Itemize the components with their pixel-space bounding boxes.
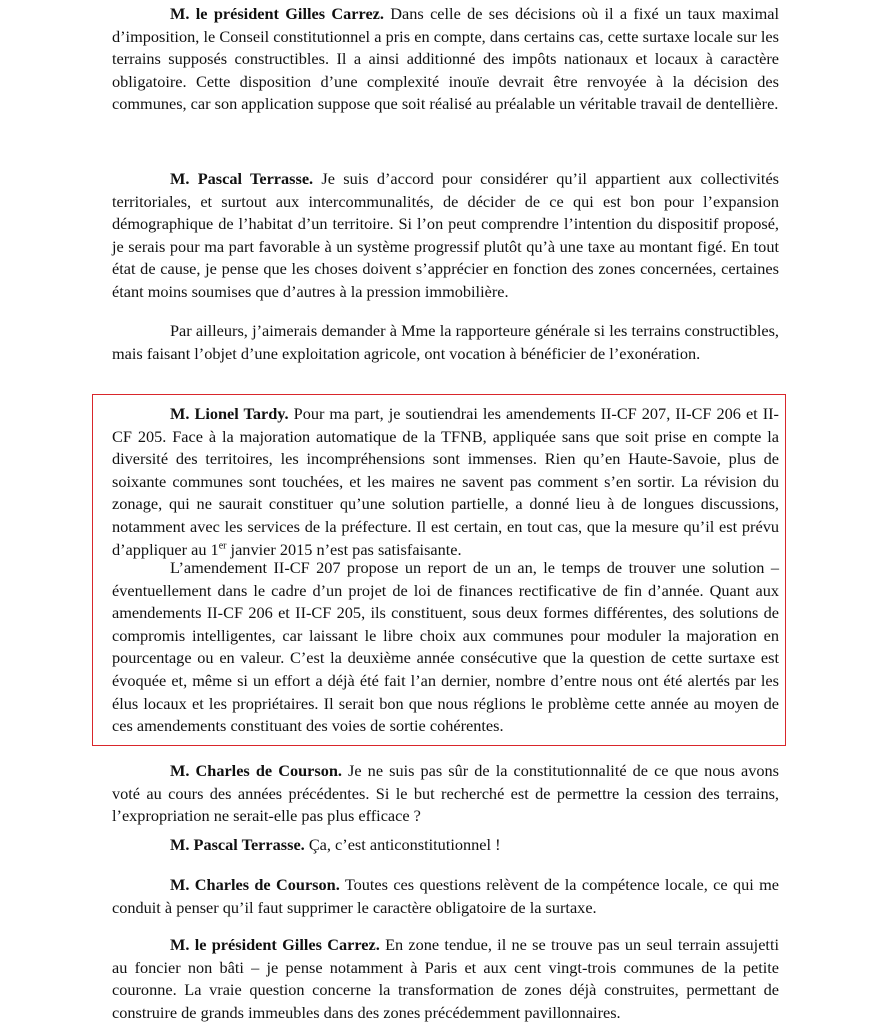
paragraph-terrasse-1 <box>112 168 779 304</box>
paragraph-text: Dans celle de ses décisions où il a fixé un taux maximal d’imposition, le Conseil constitutionnel a pris en compte, dans certains cas, cette surtaxe locale sur les terrains supposés constructibles. Il a ainsi additionné des impôts nationaux et locaux à caractère obligatoire. Cette disposition d’une complexité inouïe devrait être renvoyée à la décision des communes, car son application suppose que soit réalisé au préalable un véritable travail de dentellière. <box>112 4 779 114</box>
paragraph-carrez-1 <box>112 3 779 116</box>
speaker-name: M. Pascal Terrasse. <box>170 169 314 188</box>
speaker-name: M. Lionel Tardy. <box>170 404 289 423</box>
paragraph-text: L’amendement II-CF 207 propose un report de un an, le temps de trouver une solution – éventuellement dans le cadre d’un projet de loi de finances rectificative de fin d’année. Quant aux amendements II-CF 206 et II-CF 205, ils constituent, sous deux formes différentes, des solutions de compromis intelligentes, car laissant le libre choix aux communes pour moduler la majoration en pourcentage ou en valeur. C’est la deuxième année consécutive que la question de cette surtaxe est évoquée et, même si un effort a déjà été fait l’an dernier, nombre d’entre nous ont été alertés par les élus locaux et les propriétaires. Il serait bon que nous réglions le problème cette année au moyen de ces amendements constituant des voies de sortie cohérentes. <box>112 558 779 736</box>
paragraph-text: Par ailleurs, j’aimerais demander à Mme la rapporteure générale si les terrains constructibles, mais faisant l’objet d’une exploitation agricole, ont vocation à bénéficier de l’exonération. <box>112 321 779 363</box>
paragraph-text-after: janvier 2015 n’est pas satisfaisante. <box>226 539 462 559</box>
paragraph-text: Pour ma part, je soutiendrai les amendements II-CF 207, II-CF 206 et II-CF 205. Face à la majoration automatique de la TFNB, appliquée sans que soit prise en compte la diversité des territoires, les incompréhensions sont immenses. Rien qu’en Haute-Savoie, plus de soixante communes sont touchées, et les maires ne savent pas comment s’en sortir. La révision du zonage, qui ne saurait constituer qu’une solution partielle, a donné lieu à de longues discussions, notamment avec les services de la préfecture. Il est certain, en tout cas, que la mesure qu’il est prévu d’appliquer au 1 <box>112 404 779 559</box>
speaker-name: M. le président Gilles Carrez. <box>170 4 384 23</box>
paragraph-text: Toutes ces questions relèvent de la compétence locale, ce qui me conduit à penser qu’il faut supprimer le caractère obligatoire de la surtaxe. <box>112 875 780 917</box>
superscript: er <box>218 540 227 552</box>
paragraph-terrasse-2 <box>112 320 779 365</box>
paragraph-courson-1 <box>112 760 779 828</box>
speaker-name: M. Charles de Courson. <box>170 761 342 780</box>
paragraph-courson-2 <box>112 874 779 919</box>
speaker-name: M. Charles de Courson. <box>170 875 340 894</box>
paragraph-text: Je suis d’accord pour considérer qu’il appartient aux collectivités territoriales, et surtout aux intercommunalités, de décider de ce qui est bon pour l’expansion démographique de l’habitat d’un territoire. Si l’on peut comprendre l’intention du dispositif proposé, je serais pour ma part favorable à un système progressif plutôt qu’à une taxe au montant figé. En tout état de cause, je pense que les choses doivent s’apprécier en fonction des zones concernées, certaines étant moins soumises que d’autres à la pression immobilière. <box>112 169 780 301</box>
speaker-name: M. le président Gilles Carrez. <box>170 935 380 954</box>
paragraph-terrasse-3 <box>112 834 779 857</box>
speaker-name: M. Pascal Terrasse. <box>170 835 305 854</box>
paragraph-text: Ça, c’est anticonstitutionnel ! <box>304 835 501 854</box>
highlight-box <box>92 394 786 746</box>
paragraph-text: En zone tendue, il ne se trouve pas un seul terrain assujetti au foncier non bâti – je pense notamment à Paris et aux cent vingt-trois communes de la petite couronne. La vraie question concerne la transformation de zones déjà construites, permettant de construire de grands immeubles dans des zones précédemment pavillonnaires. <box>112 935 779 1022</box>
paragraph-text: Je ne suis pas sûr de la constitutionnalité de ce que nous avons voté au cours des années précédentes. Si le but recherché est de permettre la cession des terrains, l’expropriation ne serait-elle pas plus efficace ? <box>112 761 779 826</box>
paragraph-carrez-2 <box>112 934 779 1024</box>
